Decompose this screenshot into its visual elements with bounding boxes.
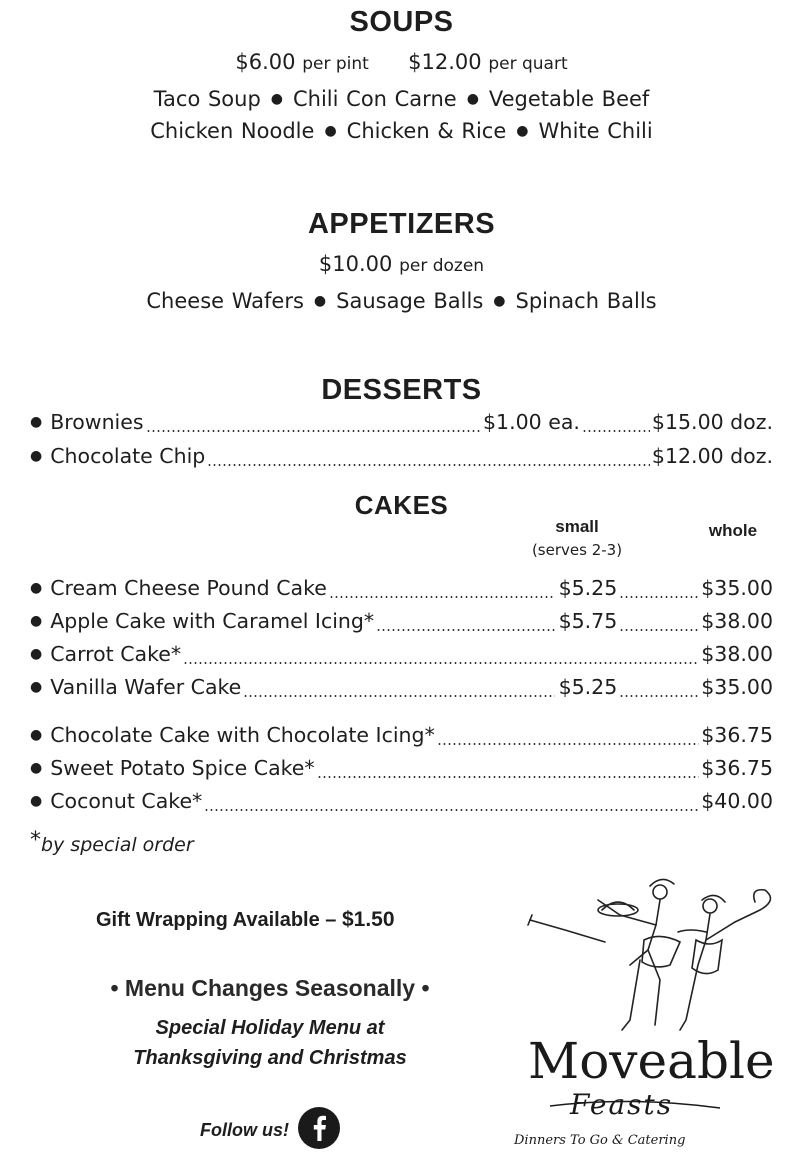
cake-name: Sweet Potato Spice Cake* [50,756,315,780]
cake-row: ● Cream Cheese Pound Cake $5.25 $35.00 [30,576,773,600]
gift-label: Gift Wrapping Available – [96,909,337,931]
cake-name: Carrot Cake* [50,642,182,666]
soup-item: Vegetable Beef [488,87,650,111]
cake-name: Coconut Cake* [50,789,203,813]
whole-price: $40.00 [701,789,773,813]
gift-price: $1.50 [341,908,395,931]
small-price: $5.25 [558,675,618,699]
holiday-menu-line-1: Special Holiday Menu at [155,1017,385,1039]
whole-price: $35.00 [701,576,773,600]
cake-name: Vanilla Wafer Cake [50,675,242,699]
appetizer-item: Cheese Wafers [146,289,304,313]
soup-item: Taco Soup [153,87,261,111]
soup-item: White Chili [538,119,653,143]
facebook-icon[interactable] [297,1106,341,1150]
dozen-price: $10.00 [318,252,393,276]
quart-price: $12.00 [408,50,482,74]
quart-unit: per quart [488,54,568,74]
footnote-star: * [30,828,41,853]
cake-row: ● Sweet Potato Spice Cake* $36.75 [30,756,773,780]
soups-list-row-2: Chicken Noodle ● Chicken & Rice ● White Chili [150,119,653,143]
appetizers-list: Cheese Wafers ● Sausage Balls ● Spinach Balls [146,289,657,313]
cake-row: ● Coconut Cake* $40.00 [30,789,773,813]
logo-name-2: Feasts [570,1088,674,1121]
cake-row: ● Vanilla Wafer Cake $5.25 $35.00 [30,675,773,699]
soup-item: Chili Con Carne [293,87,457,111]
whole-price: $38.00 [701,642,773,666]
menu-changes-notice: • Menu Changes Seasonally • [110,975,430,1001]
small-column-header: small [555,517,599,536]
cake-row: ● Apple Cake with Caramel Icing* $5.75 $38.00 [30,609,773,633]
follow-us-label: Follow us! [200,1120,289,1140]
soup-item: Chicken & Rice [346,119,507,143]
soups-prices [0,50,803,74]
cake-name: Chocolate Cake with Chocolate Icing* [50,723,435,747]
special-order-footnote [30,828,194,857]
logo-name: Moveable [528,1032,775,1090]
dozen-unit: per dozen [399,256,485,276]
appetizer-item: Spinach Balls [515,289,657,313]
holiday-menu-line-2: Thanksgiving and Christmas [133,1047,407,1069]
footnote-text: by special order [41,834,194,856]
dessert-row: ● Brownies $1.00 ea. $15.00 doz. [30,410,773,434]
each-price: $1.00 ea. [483,410,580,434]
whole-price: $36.75 [701,723,773,747]
appetizer-item: Sausage Balls [336,289,484,313]
whole-column-header: whole [708,521,758,540]
small-price: $5.25 [558,576,618,600]
dessert-name: Brownies [50,410,144,434]
whole-price: $38.00 [701,609,773,633]
desserts-heading: DESSERTS [321,374,482,406]
cake-name: Apple Cake with Caramel Icing* [50,609,375,633]
appetizers-heading: APPETIZERS [307,208,496,240]
cake-name: Cream Cheese Pound Cake [50,576,327,600]
appetizers-price [0,252,803,276]
cake-row: ● Chocolate Cake with Chocolate Icing* $36.75 [30,723,773,747]
dozen-price: $12.00 doz. [651,444,773,468]
soups-heading: SOUPS [349,6,454,38]
moveable-feasts-logo [510,870,790,1150]
logo-tagline: Dinners To Go & Catering [514,1133,686,1148]
soup-item: Chicken Noodle [150,119,315,143]
pint-unit: per pint [302,54,369,74]
small-price: $5.75 [558,609,618,633]
cakes-heading: CAKES [354,490,449,520]
dessert-name: Chocolate Chip [50,444,206,468]
dessert-row: ● Chocolate Chip $12.00 doz. [30,444,773,468]
cake-row: ● Carrot Cake* $38.00 [30,642,773,666]
dozen-price: $15.00 doz. [651,410,773,434]
gift-wrapping-note [96,908,395,932]
whole-price: $35.00 [701,675,773,699]
whole-price: $36.75 [701,756,773,780]
pint-price: $6.00 [235,50,296,74]
soups-list-row-1: Taco Soup ● Chili Con Carne ● Vegetable Beef [153,87,650,111]
small-column-subheader: (serves 2-3) [531,541,623,559]
dancing-figures-illustration [528,879,770,1030]
